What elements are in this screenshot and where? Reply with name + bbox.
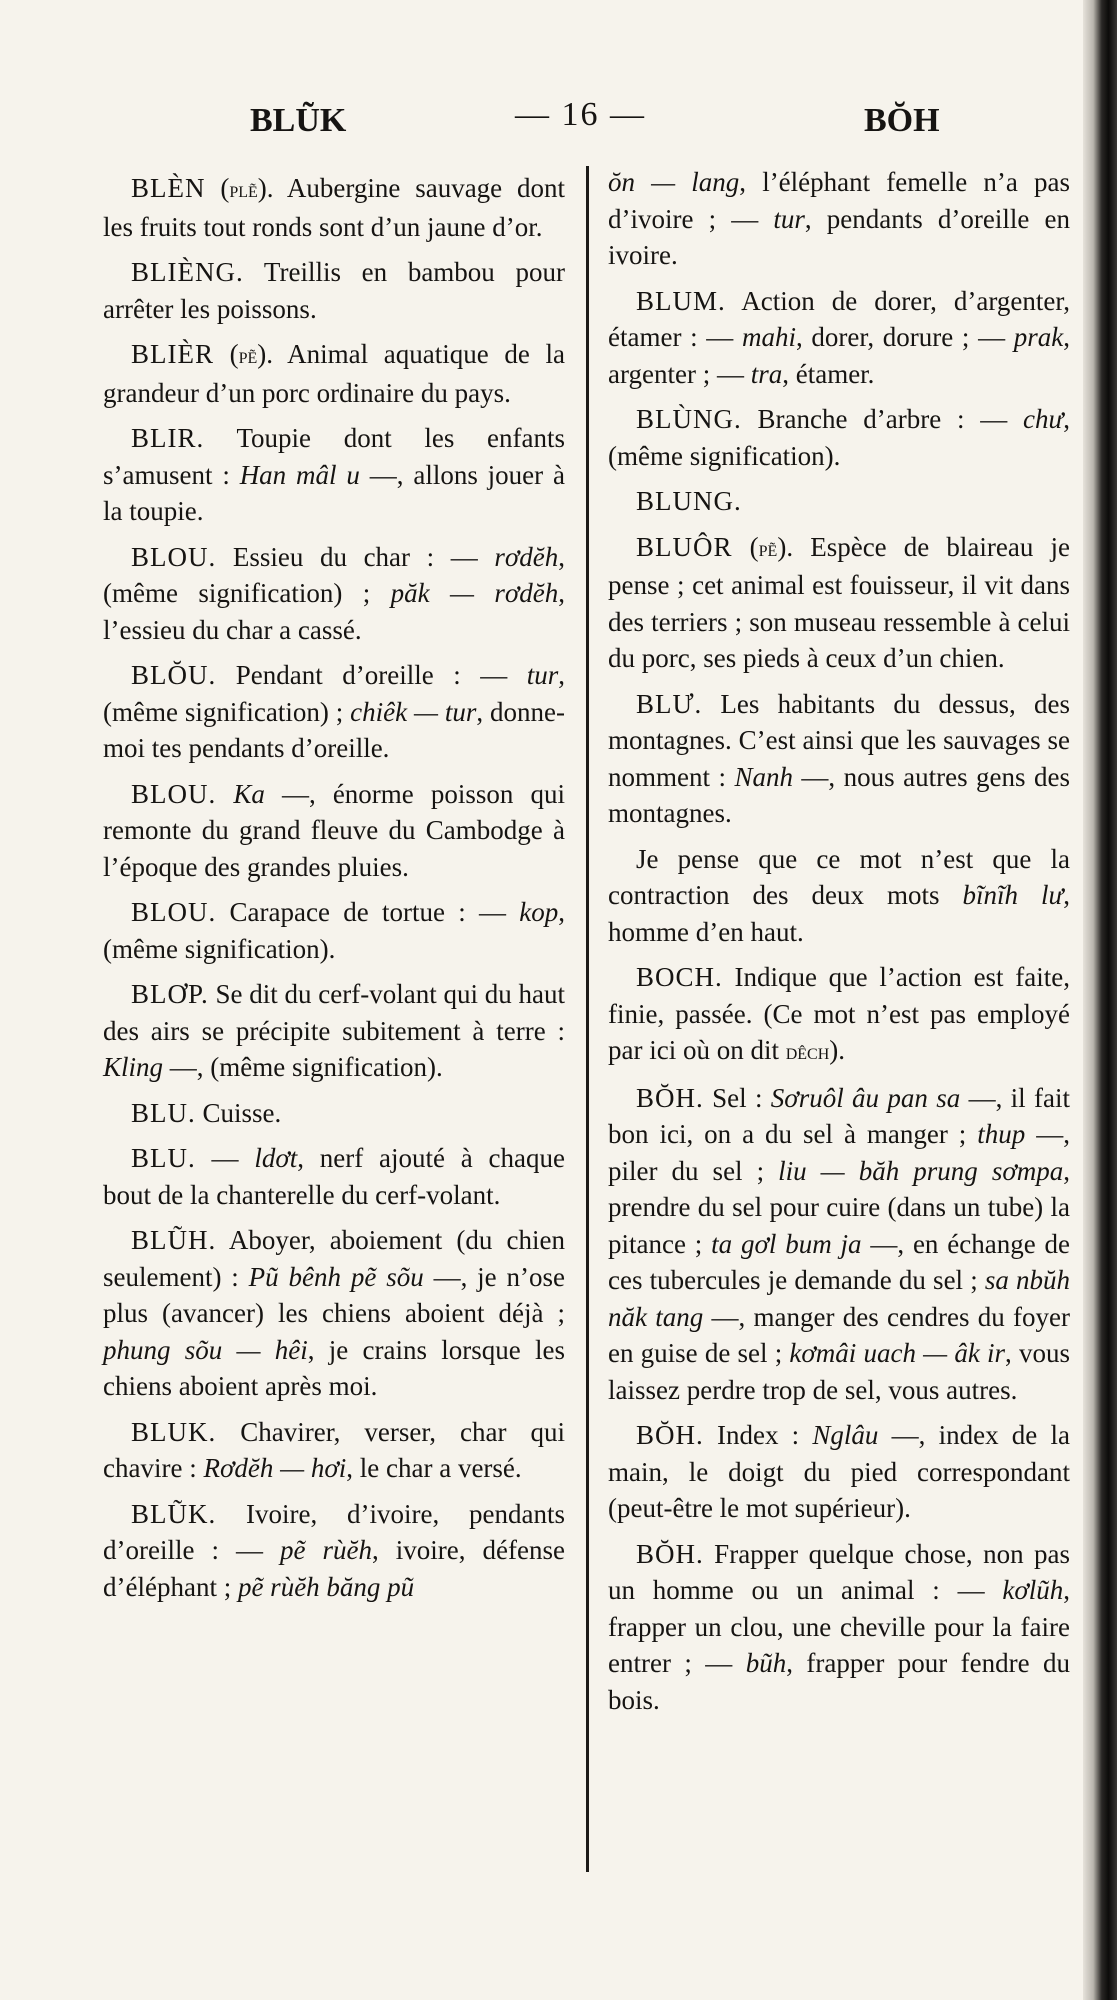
- definition-text: Se dit du cerf-volant qui du haut des airs se précipite subitement à terre :: [103, 979, 565, 1046]
- dictionary-entry: [608, 1536, 1070, 1719]
- headword: BLOU.: [131, 778, 217, 809]
- definition-text: , (même signification).: [608, 404, 1070, 471]
- definition-text: —, énorme poisson qui remonte du grand fleuve du Cambodge à l’époque des grandes pluies.: [103, 778, 566, 882]
- example-phrase: chư: [1023, 404, 1064, 434]
- dictionary-entry: [103, 1414, 565, 1487]
- example-phrase: Han mâl u: [239, 459, 360, 490]
- headword: BLOU.: [131, 897, 217, 927]
- dictionary-entry: [103, 976, 565, 1086]
- definition-text: —, piler du sel ;: [608, 1119, 1070, 1186]
- small-caps-term: pẽ: [238, 343, 258, 368]
- definition-text: ). Aubergine sauvage dont les fruits tout ronds sont d’un jaune d’or.: [103, 173, 565, 242]
- dictionary-entry: [103, 1222, 565, 1405]
- definition-text: Sel :: [703, 1082, 771, 1113]
- dictionary-entry: [103, 336, 565, 411]
- definition-text: , homme d’en haut.: [608, 880, 1070, 947]
- definition-text: , argenter ; —: [608, 322, 1071, 389]
- definition-text: , prendre du sel pour cuire (dans un tube) la pitance ;: [608, 1155, 1070, 1259]
- example-phrase: tur: [773, 203, 805, 234]
- definition-text: , étamer.: [782, 358, 875, 389]
- definition-text: , (même signification).: [103, 897, 565, 964]
- definition-text: —, (même signification).: [163, 1052, 443, 1082]
- dictionary-entry: [103, 539, 565, 649]
- example-phrase: pẽ rùĕh: [280, 1535, 373, 1565]
- dictionary-entry: [608, 959, 1070, 1071]
- right-column: [608, 164, 1070, 1727]
- example-phrase: tur: [526, 660, 559, 690]
- dictionary-entry: [608, 529, 1070, 677]
- left-column: [103, 170, 565, 1614]
- headword: BŎH.: [636, 1538, 704, 1569]
- definition-text: , ivoire, défense d’éléphant ;: [103, 1535, 565, 1602]
- headword: BŎH.: [636, 1082, 704, 1113]
- example-phrase: Ka: [233, 778, 265, 809]
- example-phrase: bũh: [745, 1648, 787, 1678]
- dictionary-entry: [608, 686, 1070, 832]
- example-phrase: ta gơl bum ja: [711, 1228, 862, 1259]
- definition-text: —, je n’ose plus (avancer) les chiens aboient déjà ;: [103, 1261, 566, 1328]
- definition-text: Essieu du char : —: [216, 541, 495, 572]
- headword: BLIR.: [131, 423, 205, 453]
- definition-text: , nerf ajouté à chaque bout de la chanterelle du cerf-volant.: [103, 1143, 566, 1210]
- dictionary-entry: [103, 894, 565, 967]
- definition-text: —, manger des cendres du foyer en guise de sel ;: [608, 1301, 1070, 1368]
- definition-text: ). Animal aquatique de la grandeur d’un porc ordinaire du pays.: [103, 339, 565, 408]
- definition-text: Frapper quelque chose, non pas un homme ou un animal : —: [608, 1538, 1070, 1605]
- headword: BLU.: [131, 1143, 196, 1173]
- definition-text: , l’éléphant femelle n’a pas d’ivoire ; —: [608, 167, 1070, 234]
- example-phrase: rơdĕh: [494, 541, 559, 572]
- definition-text: (: [732, 531, 759, 562]
- definition-text: Les habitants du dessus, des montagnes. C’est ainsi que les sauvages se nomment :: [608, 688, 1070, 792]
- definition-text: (: [214, 339, 239, 369]
- definition-text: , donne-moi tes pendants d’oreille.: [103, 696, 565, 763]
- column-divider: [586, 166, 589, 1872]
- definition-text: Indique que l’action est faite, finie, passée. (Ce mot n’est pas employé par ici où on dit: [608, 962, 1070, 1065]
- definition-text: , (même signification) ;: [103, 541, 565, 608]
- headword: BLŎU.: [131, 660, 217, 690]
- headword: BLƠP.: [131, 979, 209, 1009]
- dictionary-entry: [103, 1496, 565, 1606]
- definition-text: , pendants d’oreille en ivoire.: [608, 203, 1070, 270]
- definition-text: —: [195, 1143, 255, 1173]
- example-phrase: sa nbŭh năk tang: [608, 1265, 1070, 1332]
- headword: BLOU.: [131, 541, 217, 572]
- example-phrase: liu — băh prung sơmpa: [778, 1155, 1064, 1186]
- definition-text: Pendant d’oreille : —: [216, 660, 527, 690]
- example-phrase: Nglâu: [812, 1420, 879, 1450]
- dictionary-entry: [608, 1080, 1070, 1409]
- example-phrase: mahi: [742, 322, 796, 352]
- dictionary-entry: [103, 1095, 565, 1132]
- dictionary-entry: [608, 164, 1070, 274]
- example-phrase: prak: [1013, 322, 1064, 352]
- definition-text: Chavirer, verser, char qui chavire :: [103, 1416, 565, 1483]
- headword: BLUM.: [636, 285, 726, 316]
- definition-text: Je pense que ce mot n’est que la contraction des deux mots: [608, 843, 1070, 910]
- headword: BLÙNG.: [636, 404, 742, 434]
- definition-text: (: [205, 173, 230, 203]
- example-phrase: thup: [977, 1119, 1026, 1149]
- definition-text: [216, 779, 233, 809]
- headword: BLIÈNG.: [131, 257, 244, 287]
- definition-text: , (même signification) ;: [103, 660, 565, 727]
- headword: BLŨK.: [131, 1498, 217, 1529]
- headword: BLUNG.: [636, 486, 742, 516]
- definition-text: —, il fait bon ici, on a du sel à manger ;: [608, 1082, 1070, 1149]
- definition-text: Ivoire, d’ivoire, pendants d’oreille : —: [103, 1498, 565, 1565]
- definition-text: —, allons jouer à la toupie.: [103, 459, 565, 526]
- definition-text: Action de dorer, d’argenter, étamer : —: [608, 285, 1070, 352]
- book-binding-shadow: [1083, 0, 1117, 2000]
- definition-text: Cuisse.: [195, 1097, 282, 1128]
- example-phrase: Rơdĕh — hơi: [203, 1453, 347, 1483]
- dictionary-entry: [608, 283, 1070, 393]
- running-header: [0, 96, 1117, 146]
- headword: BLUÔR: [636, 531, 733, 562]
- dictionary-entry: [608, 401, 1070, 474]
- example-phrase: ldơt: [254, 1143, 298, 1173]
- dictionary-entry: [608, 1417, 1070, 1527]
- definition-text: Index :: [703, 1420, 813, 1450]
- small-caps-term: pẽ: [758, 535, 778, 561]
- example-phrase: kơlũh: [1002, 1575, 1064, 1605]
- dictionary-entry: [103, 776, 565, 886]
- dictionary-entry: [103, 657, 565, 767]
- small-caps-term: dêch: [785, 1039, 830, 1064]
- example-phrase: Pũ bênh pẽ sõu: [248, 1261, 424, 1292]
- dictionary-entry: [608, 483, 1070, 520]
- headword: BLU.: [131, 1097, 196, 1128]
- definition-text: ).: [829, 1035, 846, 1065]
- headword: BLƯ.: [636, 688, 703, 719]
- example-phrase: pẽ rùĕh băng pũ: [237, 1571, 415, 1602]
- definition-text: —, en échange de ces tubercules je demande du sel ;: [608, 1228, 1070, 1295]
- dictionary-entry: [608, 841, 1070, 951]
- example-phrase: păk — rơdĕh: [390, 578, 559, 608]
- definition-text: Carapace de tortue : —: [216, 897, 520, 927]
- definition-text: , l’essieu du char a cassé.: [103, 578, 565, 645]
- definition-text: Treillis en bambou pour arrêter les poissons.: [103, 257, 565, 324]
- definition-text: , frapper pour fendre du bois.: [608, 1648, 1070, 1715]
- example-phrase: ŏn — lang: [608, 167, 740, 197]
- definition-text: —, index de la main, le doigt du pied correspondant (peut-être le mot supérieur).: [608, 1420, 1070, 1523]
- definition-text: Branche d’arbre : —: [741, 404, 1024, 434]
- headword: BLUK.: [131, 1416, 217, 1447]
- definition-text: ). Espèce de blaireau je pense ; cet animal est fouisseur, il vit dans des terriers ; son museau ressemble à celui du porc, ses pieds à ceux d’un chien.: [608, 531, 1070, 673]
- right-guide-word: BŎH: [864, 102, 940, 139]
- example-phrase: Nanh: [734, 761, 793, 792]
- dictionary-entry: [103, 1140, 565, 1213]
- definition-text: , je crains lorsque les chiens aboient après moi.: [103, 1334, 565, 1401]
- headword: BLŨH.: [131, 1225, 217, 1255]
- small-caps-term: plẽ: [229, 177, 258, 202]
- definition-text: , dorer, dorure ; —: [796, 322, 1014, 352]
- example-phrase: bĩnĩh lư: [962, 880, 1064, 910]
- definition-text: Aboyer, aboiement (du chien seulement) :: [103, 1225, 565, 1292]
- example-phrase: chiêk — tur: [350, 696, 477, 727]
- definition-text: , le char a versé.: [346, 1453, 522, 1483]
- headword: BOCH.: [636, 962, 723, 992]
- headword: BLIÈR: [131, 339, 214, 369]
- example-phrase: kơmâi uach — âk ir: [789, 1338, 1006, 1368]
- definition-text: —, nous autres gens des montagnes.: [608, 761, 1070, 828]
- page-number: — 16 —: [515, 96, 646, 133]
- headword: BŎH.: [636, 1420, 704, 1450]
- dictionary-entry: [103, 170, 565, 245]
- definition-text: Toupie dont les enfants s’amusent :: [103, 423, 565, 490]
- definition-text: , frapper un clou, une cheville pour la faire entrer ; —: [608, 1575, 1070, 1678]
- dictionary-entry: [103, 420, 565, 530]
- left-guide-word: BLŨK: [250, 102, 347, 139]
- definition-text: , vous laissez perdre trop de sel, vous autres.: [608, 1338, 1070, 1405]
- headword: BLÈN: [131, 173, 206, 203]
- example-phrase: phung sõu — hêi: [103, 1334, 308, 1365]
- example-phrase: kop: [519, 897, 559, 927]
- example-phrase: Sơruôl âu pan sa: [770, 1082, 961, 1113]
- example-phrase: tra: [750, 358, 783, 389]
- example-phrase: Kling: [103, 1052, 164, 1082]
- dictionary-entry: [103, 254, 565, 327]
